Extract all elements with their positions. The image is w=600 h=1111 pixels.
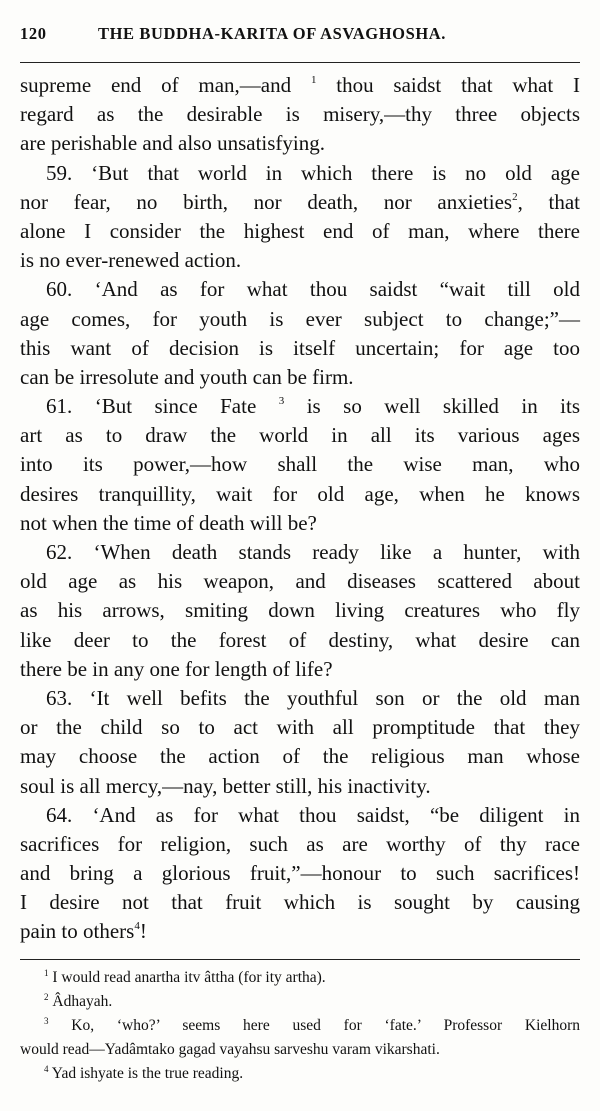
text-line-content: not when the time of death will be?: [20, 510, 317, 535]
text-line: [20, 538, 580, 567]
text-line: [20, 159, 580, 188]
text-line: [20, 188, 580, 217]
footnote: [20, 1014, 580, 1038]
text-line: [20, 655, 580, 684]
text-line-content: this want of decision is itself uncertain; for age too: [20, 335, 580, 360]
text-line: [20, 246, 580, 275]
footnote: [20, 966, 580, 990]
text-line: [20, 363, 580, 392]
text-line-content: supreme end of man,—and: [20, 73, 311, 97]
text-line-content: may choose the action of the religious man whose: [20, 744, 580, 769]
text-line-content: soul is all mercy,—nay, better still, his inactivity.: [20, 773, 431, 798]
text-line-content: and bring a glorious fruit,”—honour to such sacrifices!: [20, 861, 580, 886]
text-line-content: like deer to the forest of destiny, what desire can: [20, 627, 580, 652]
text-line-content: I desire not that fruit which is sought by causing: [20, 890, 580, 915]
text-line-content: there be in any one for length of life?: [20, 656, 333, 681]
footnote-marker: 3: [278, 395, 285, 408]
text-line-content: can be irresolute and youth can be firm.: [20, 364, 354, 389]
text-line: [20, 450, 580, 479]
footnote-rule: [20, 959, 580, 960]
text-line: [20, 772, 580, 801]
text-line: [20, 71, 580, 100]
text-line-content: desires tranquillity, wait for old age, when he knows: [20, 481, 580, 506]
text-line: [20, 684, 580, 713]
text-line-content: as his arrows, smiting down living creatures who fly: [20, 598, 580, 623]
footnote-text: would read—Yadâmtako gagad vayahsu sarveshu varam vikarshati.: [20, 1040, 440, 1058]
text-line-content: alone I consider the highest end of man, where there: [20, 218, 580, 243]
text-line-content: sacrifices for religion, such as are worthy of thy race: [20, 831, 580, 856]
text-line: [20, 626, 580, 655]
page-number: 120: [20, 24, 47, 43]
text-line-content: or the child so to act with all promptitude that they: [20, 715, 580, 740]
text-line-content: 59. ‘But that world in which there is no old age: [46, 160, 580, 185]
text-line: [20, 801, 580, 830]
header-rule: [20, 62, 580, 63]
text-line: [20, 392, 580, 421]
footnote-marker: 1: [310, 74, 317, 86]
text-line-content: 60. ‘And as for what thou saidst “wait till old: [46, 277, 580, 302]
text-line: [20, 742, 580, 771]
text-line: [20, 421, 580, 450]
text-line: [20, 275, 580, 304]
text-line-rest: is so well skilled in its: [284, 394, 580, 419]
running-header: [20, 24, 580, 54]
text-line: [20, 334, 580, 363]
text-line-content: nor fear, no birth, nor death, nor anxieties: [20, 189, 513, 214]
text-line-rest: thou saidst that what I: [316, 73, 580, 97]
body-text: [20, 71, 580, 947]
footnote: [20, 1062, 580, 1086]
footnotes: [20, 959, 580, 1086]
text-line: [20, 567, 580, 596]
footnote-text: I would read anartha itv âttha (for ity artha).: [48, 968, 326, 986]
text-line-content: 61. ‘But since Fate: [46, 394, 279, 419]
footnote: [20, 990, 580, 1014]
text-line: [20, 100, 580, 129]
text-line: [20, 859, 580, 888]
footnote-text: Âdhayah.: [48, 992, 113, 1010]
text-line: [20, 509, 580, 538]
footnote-text: Ko, ‘who?’ seems here used for ‘fate.’ Professor Kielhorn: [48, 1016, 580, 1034]
text-line: [20, 713, 580, 742]
text-line: [20, 596, 580, 625]
text-line: [20, 888, 580, 917]
footnote-marker: 2: [512, 190, 518, 203]
text-line-content: regard as the desirable is misery,—thy three objects: [20, 102, 580, 127]
text-line-content: is no ever-renewed action.: [20, 248, 242, 273]
text-line-content: 62. ‘When death stands ready like a hunter, with: [46, 540, 580, 564]
text-line-rest: , that: [517, 189, 580, 214]
footnote-text: Yad ishyate is the true reading.: [48, 1064, 244, 1082]
text-line: [20, 830, 580, 859]
text-line-content: age comes, for youth is ever subject to change;”—: [20, 306, 580, 331]
footnote-marker: 4: [134, 920, 140, 933]
text-line-content: are perishable and also unsatisfying.: [20, 131, 325, 156]
text-line-content: into its power,—how shall the wise man, who: [20, 452, 580, 477]
text-line-content: 64. ‘And as for what thou saidst, “be diligent in: [46, 802, 580, 827]
text-line: [20, 305, 580, 334]
footnote-list: [20, 966, 580, 1086]
text-line: [20, 480, 580, 509]
footnote-number: 1: [44, 967, 49, 978]
footnote-number: 4: [44, 1063, 49, 1074]
text-line-content: art as to draw the world in all its various ages: [20, 423, 580, 448]
running-title: THE BUDDHA-KARITA OF ASVAGHOSHA.: [98, 24, 447, 43]
footnote-number: 3: [44, 1015, 49, 1026]
text-line-content: old age as his weapon, and diseases scattered about: [20, 569, 580, 594]
text-line: [20, 917, 580, 946]
text-line-content: pain to others: [20, 919, 135, 944]
footnote: [20, 1038, 580, 1062]
footnote-number: 2: [44, 991, 49, 1002]
text-line-content: 63. ‘It well befits the youthful son or the old man: [46, 685, 580, 710]
text-line: [20, 217, 580, 246]
text-line: [20, 129, 580, 158]
text-line-rest: !: [139, 919, 147, 944]
